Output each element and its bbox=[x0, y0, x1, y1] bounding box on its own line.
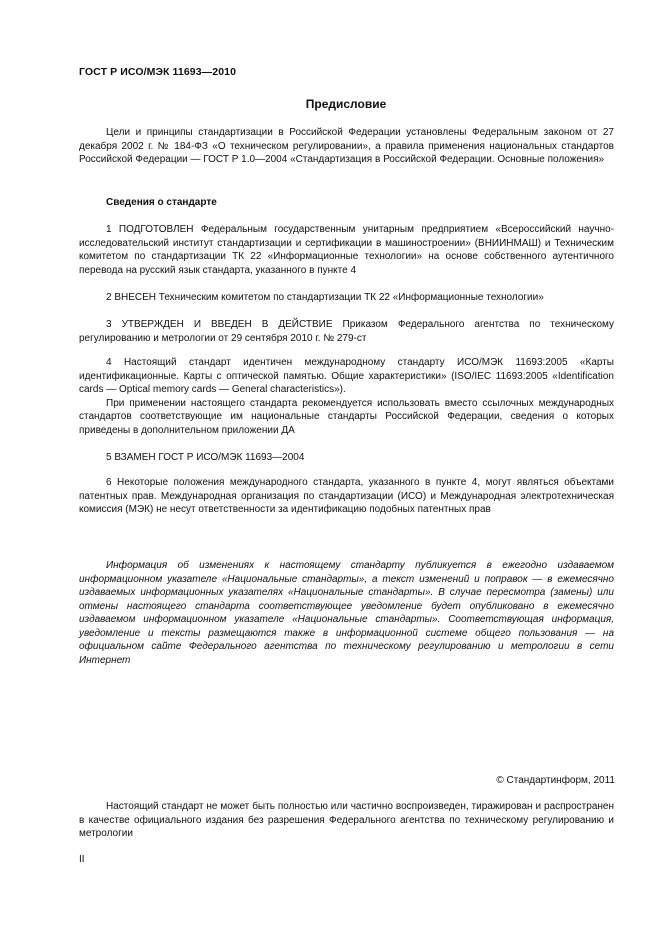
item-1-block bbox=[79, 223, 614, 277]
item-5-block bbox=[79, 451, 614, 465]
page-number: II bbox=[79, 854, 85, 865]
item-6-paragraph: 6 Некоторые положения международного стандарта, указанного в пункте 4, могут являться объектами патентных прав. Международная организация по стандартизации (ИСО) и Международная электротехническая комиссия (МЭК) не несут ответственности за идентификацию подобных патентных прав bbox=[79, 477, 614, 515]
info-notice-paragraph: Информация об изменениях к настоящему стандарту публикуется в ежегодно издаваемом информационном указателе «Национальные стандарты», а текст изменений и поправок — в ежемесячно издаваемых информационных указателях «Национальные стандарты». В случае пересмотра (замены) или отмены настоящего стандарта соответствующее уведомление будет опубликовано в ежемесячно издаваемом информационном указателе «Национальные стандарты». Соответствующая информация, уведомление и тексты размещаются также в информационной системе общего пользования — на официальном сайте Федерального агентства по техническому регулированию и метрологии в сети Интернет bbox=[79, 560, 614, 666]
item-6-block bbox=[79, 476, 614, 517]
item-5-paragraph: 5 ВЗАМЕН ГОСТ Р ИСО/МЭК 11693—2004 bbox=[106, 452, 305, 463]
reproduction-notice-block bbox=[79, 800, 614, 841]
item-4-block bbox=[79, 356, 614, 437]
document-code-header: ГОСТ Р ИСО/МЭК 11693—2010 bbox=[79, 66, 237, 78]
intro-paragraph: Цели и принципы стандартизации в Российской Федерации установлены Федеральным законом от 27 декабря 2002 г. № 184-ФЗ «О техническом регулировании», а правила применения национальных стандартов Российской Федерации — ГОСТ Р 1.0—2004 «Стандартизация в Российской Федерации. Основные положения» bbox=[79, 127, 614, 165]
item-4-note-paragraph: При применении настоящего стандарта рекомендуется использовать вместо ссылочных международных стандартов соответствующие им национальные стандарты Российской Федерации, сведения о которых приведены в дополнительном приложении ДА bbox=[79, 397, 614, 436]
section-heading: Сведения о стандарте bbox=[106, 197, 217, 208]
item-2-paragraph: 2 ВНЕСЕН Техническим комитетом по стандартизации ТК 22 «Информационные технологии» bbox=[106, 292, 544, 303]
item-2-block bbox=[79, 291, 614, 305]
item-3-paragraph: 3 УТВЕРЖДЕН И ВВЕДЕН В ДЕЙСТВИЕ Приказом Федерального агентства по техническому регулированию и метрологии от 29 сентября 2010 г. № 279-ст bbox=[79, 319, 614, 344]
copyright-line: © Стандартинформ, 2011 bbox=[496, 775, 615, 786]
intro-block bbox=[79, 126, 614, 167]
item-3-block bbox=[79, 318, 614, 345]
reproduction-notice-paragraph: Настоящий стандарт не может быть полностью или частично воспроизведен, тиражирован и распространен в качестве официального издания без разрешения Федерального агентства по техническому регулированию и метрологии bbox=[79, 801, 614, 839]
item-4-paragraph: 4 Настоящий стандарт идентичен международному стандарту ИСО/МЭК 11693:2005 «Карты идентификационные. Карты с оптической памятью. Общие характеристики» (ISO/IEC 11693:2005 «Identification cards — Optical memory cards — General characteristics»). bbox=[79, 357, 614, 395]
page-title: Предисловие bbox=[305, 97, 387, 111]
item-1-paragraph: 1 ПОДГОТОВЛЕН Федеральным государственным унитарным предприятием «Всероссийский научно-исследовательский институт стандартизации и сертификации в машиностроении» (ВНИИНМАШ) и Техническим комитетом по стандартизации ТК 22 «Информационные технологии» на основе собственного аутентичного перевода на русский язык стандарта, указанного в пункте 4 bbox=[79, 224, 614, 276]
info-notice-block bbox=[79, 559, 614, 667]
